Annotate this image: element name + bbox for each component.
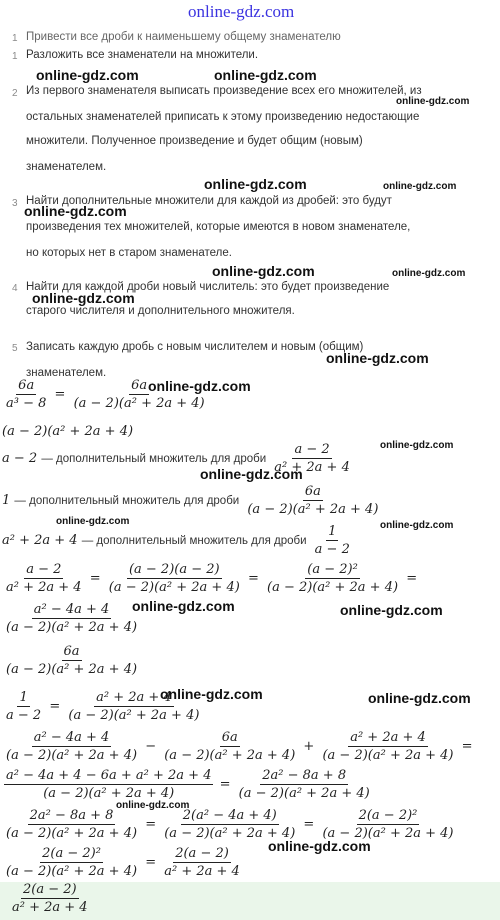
watermark: online-gdz.com bbox=[340, 602, 443, 618]
step-text: Привести все дроби к наименьшему общему знаменателю bbox=[26, 31, 341, 43]
watermark: online-gdz.com bbox=[160, 686, 263, 702]
common-denominator: (a − 2)(a² + 2a + 4) bbox=[2, 424, 134, 439]
watermark: online-gdz.com bbox=[212, 263, 315, 279]
numerator: 2a² − 8a + 8 bbox=[29, 808, 114, 823]
fraction bbox=[162, 808, 297, 841]
fraction bbox=[4, 562, 84, 595]
numerator: 2(a − 2) bbox=[175, 846, 229, 861]
numerator: 6a bbox=[63, 644, 80, 659]
denominator: (a − 2)(a² + 2a + 4) bbox=[6, 748, 138, 763]
watermark: online-gdz.com bbox=[380, 440, 454, 451]
denominator: (a − 2)(a² + 2a + 4) bbox=[6, 864, 138, 879]
step-text: Записать каждую дробь с новым числителем и новым (общим) bbox=[26, 341, 364, 353]
step-text: множители. Полученное произведение и будет общим (новым) bbox=[26, 135, 363, 147]
denominator: (a − 2)(a² + 2a + 4) bbox=[267, 580, 399, 595]
denominator: a² + 2a + 4 bbox=[6, 580, 82, 595]
watermark: online-gdz.com bbox=[24, 203, 127, 219]
equals-sign: = bbox=[89, 571, 101, 586]
factor-value: 1 bbox=[2, 493, 11, 508]
factor-value: a² + 2a + 4 bbox=[2, 533, 78, 548]
equation-row bbox=[2, 846, 244, 879]
fraction bbox=[4, 602, 139, 635]
watermark: online-gdz.com bbox=[116, 800, 190, 811]
numerator: a² + 2a + 4 bbox=[350, 730, 426, 745]
equals-sign: = bbox=[303, 817, 315, 832]
step-text: произведения тех множителей, которые имеются в новом знаменателе, bbox=[26, 221, 411, 233]
factor-label: — дополнительный множитель для дроби bbox=[14, 495, 240, 507]
fraction bbox=[265, 562, 400, 595]
denominator: (a − 2)(a² + 2a + 4) bbox=[164, 748, 296, 763]
step-text: но которых нет в старом знаменателе. bbox=[26, 247, 232, 259]
watermark: online-gdz.com bbox=[326, 350, 429, 366]
denominator: a² + 2a + 4 bbox=[12, 900, 88, 915]
numerator: (a − 2)(a − 2) bbox=[128, 562, 220, 577]
watermark: online-gdz.com bbox=[392, 268, 466, 279]
watermark: online-gdz.com bbox=[380, 520, 454, 531]
answer-box bbox=[0, 882, 500, 920]
fraction bbox=[162, 730, 297, 763]
site-header-link[interactable]: online-gdz.com bbox=[188, 2, 295, 21]
watermark: online-gdz.com bbox=[268, 838, 371, 854]
denominator: (a − 2)(a² + 2a + 4) bbox=[6, 662, 138, 677]
factor-row bbox=[2, 484, 382, 517]
numerator: 1 bbox=[19, 690, 28, 705]
equation-row bbox=[2, 730, 473, 763]
equation-row bbox=[2, 808, 458, 841]
equals-sign: = bbox=[145, 855, 157, 870]
numerator: a² + 2a + 4 bbox=[96, 690, 172, 705]
numerator: (a − 2)² bbox=[307, 562, 358, 577]
factor-value: a − 2 bbox=[2, 451, 38, 466]
fraction bbox=[4, 644, 139, 677]
numerator: 2(a − 2)² bbox=[42, 846, 101, 861]
denominator: (a − 2)(a² + 2a + 4) bbox=[73, 396, 205, 411]
step-text: знаменателем. bbox=[26, 161, 107, 173]
equals-sign: = bbox=[247, 571, 259, 586]
fraction bbox=[4, 730, 139, 763]
fraction bbox=[4, 846, 139, 879]
numerator: 6a bbox=[221, 730, 238, 745]
fraction bbox=[320, 808, 455, 841]
equals-sign: = bbox=[461, 739, 473, 754]
numerator: 6a bbox=[304, 484, 321, 499]
numerator: a² − 4a + 4 − 6a + a² + 2a + 4 bbox=[6, 768, 212, 783]
equals-sign: = bbox=[406, 571, 418, 586]
step-text: остальных знаменателей приписать к этому произведению недостающие bbox=[26, 111, 420, 123]
watermark: online-gdz.com bbox=[214, 67, 317, 83]
factor-label: — дополнительный множитель для дроби bbox=[41, 453, 267, 465]
watermark: online-gdz.com bbox=[396, 96, 470, 107]
numerator: 1 bbox=[328, 524, 337, 539]
denominator: (a − 2)(a² + 2a + 4) bbox=[43, 786, 175, 801]
fraction bbox=[237, 768, 372, 801]
denominator: (a − 2)(a² + 2a + 4) bbox=[322, 826, 454, 841]
fraction bbox=[320, 730, 455, 763]
fraction bbox=[162, 846, 242, 879]
step-number: 3 bbox=[12, 198, 18, 209]
fraction bbox=[4, 690, 43, 723]
fraction bbox=[10, 882, 90, 915]
step-number: 2 bbox=[12, 88, 18, 99]
fraction bbox=[4, 768, 213, 801]
watermark: online-gdz.com bbox=[368, 690, 471, 706]
equation-row bbox=[2, 602, 141, 635]
watermark: online-gdz.com bbox=[36, 67, 139, 83]
denominator: a² + 2a + 4 bbox=[274, 460, 350, 475]
denominator: (a − 2)(a² + 2a + 4) bbox=[247, 502, 379, 517]
step-text: Найти для каждой дроби новый числитель: это будет произведение bbox=[26, 281, 390, 293]
watermark: online-gdz.com bbox=[132, 598, 235, 614]
watermark: online-gdz.com bbox=[56, 516, 130, 527]
step-number: 1 bbox=[12, 33, 18, 44]
watermark: online-gdz.com bbox=[148, 378, 251, 394]
watermark: online-gdz.com bbox=[204, 176, 307, 192]
step-number: 1 bbox=[12, 51, 18, 62]
numerator: 2(a − 2) bbox=[22, 882, 77, 897]
denominator: a² + 2a + 4 bbox=[164, 864, 240, 879]
equation-row bbox=[2, 768, 374, 801]
plus-sign: + bbox=[303, 739, 315, 754]
factor-label: — дополнительный множитель для дроби bbox=[81, 535, 307, 547]
equals-sign: = bbox=[145, 817, 157, 832]
numerator: 2(a − 2)² bbox=[358, 808, 418, 823]
step-number: 5 bbox=[12, 343, 18, 354]
denominator: (a − 2)(a² + 2a + 4) bbox=[6, 620, 138, 635]
denominator: (a − 2)(a² + 2a + 4) bbox=[108, 580, 240, 595]
fraction bbox=[4, 378, 48, 411]
numerator: 2a² − 8a + 8 bbox=[262, 768, 347, 783]
watermark: online-gdz.com bbox=[383, 181, 457, 192]
step-text: Разложить все знаменатели на множители. bbox=[26, 49, 259, 61]
step-text: Из первого знаменателя выписать произведение всех его множителей, из bbox=[26, 85, 422, 97]
equals-sign: = bbox=[219, 777, 231, 792]
fraction bbox=[4, 808, 139, 841]
denominator: (a − 2)(a² + 2a + 4) bbox=[6, 826, 138, 841]
equals-sign: = bbox=[54, 387, 66, 402]
watermark: online-gdz.com bbox=[200, 466, 303, 482]
fraction bbox=[245, 484, 380, 517]
numerator: 6a bbox=[18, 378, 35, 393]
numerator: a − 2 bbox=[294, 442, 330, 457]
denominator: a − 2 bbox=[6, 708, 42, 723]
equals-sign: = bbox=[49, 699, 61, 714]
step-text: знаменателем. bbox=[26, 367, 107, 379]
step-text: Найти дополнительные множители для каждой из дробей: это будут bbox=[26, 195, 392, 207]
equation-row bbox=[2, 562, 417, 595]
denominator: a³ − 8 bbox=[6, 396, 47, 411]
fraction bbox=[107, 562, 242, 595]
answer-fraction bbox=[8, 882, 92, 915]
minus-sign: − bbox=[145, 739, 157, 754]
watermark: online-gdz.com bbox=[32, 290, 135, 306]
numerator: 6a bbox=[131, 378, 148, 393]
numerator: a − 2 bbox=[26, 562, 62, 577]
step-number: 4 bbox=[12, 283, 18, 294]
step-text: старого числителя и дополнительного множителя. bbox=[26, 305, 295, 317]
numerator: a² − 4a + 4 bbox=[33, 730, 110, 745]
factor-row bbox=[2, 524, 354, 557]
denominator: (a − 2)(a² + 2a + 4) bbox=[322, 748, 454, 763]
equation-row bbox=[2, 644, 141, 677]
denominator: (a − 2)(a² + 2a + 4) bbox=[68, 708, 200, 723]
numerator: 2(a² − 4a + 4) bbox=[182, 808, 277, 823]
denominator: (a − 2)(a² + 2a + 4) bbox=[164, 826, 296, 841]
denominator: (a − 2)(a² + 2a + 4) bbox=[238, 786, 370, 801]
fraction bbox=[313, 524, 352, 557]
numerator: a² − 4a + 4 bbox=[33, 602, 110, 617]
denominator: a − 2 bbox=[314, 542, 350, 557]
